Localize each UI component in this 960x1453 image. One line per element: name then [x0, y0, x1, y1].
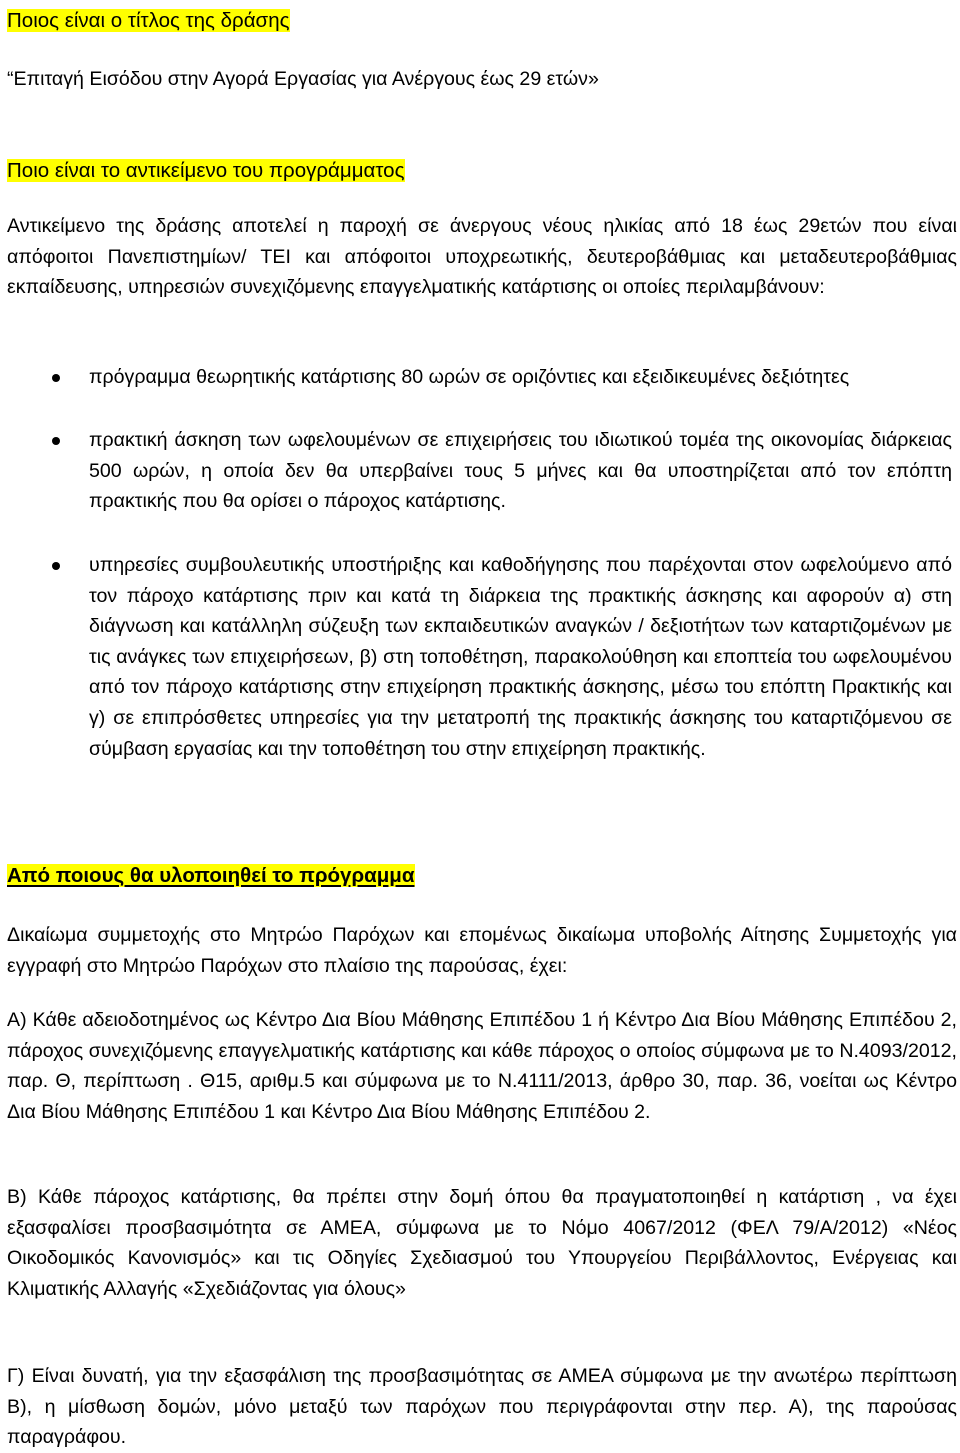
list-item-text: πρακτική άσκηση των ωφελουμένων σε επιχειρήσεις του ιδιωτικού τομέα της οικονομίας διάρκειας 500 ωρών, η οποία δεν θα υπερβαίνει τους 5 μήνες και θα υποστηρίζεται από τον επόπτη πρακτικής που θα ορίσει ο πάροχος κατάρτισης. [89, 429, 952, 513]
heading-implementers-text: Από ποιους θα υλοποιηθεί το πρόγραμμα [7, 864, 415, 887]
heading-program-object [7, 157, 405, 185]
bullet-icon [52, 562, 60, 570]
list-item-text: πρόγραμμα θεωρητικής κατάρτισης 80 ωρών σε οριζόντιες και εξειδικευμένες δεξιότητες [89, 366, 850, 388]
list-item-text: υπηρεσίες συμβουλευτικής υποστήριξης και καθοδήγησης που παρέχονται στον ωφελούμενο από τον πάροχο κατάρτισης πριν και κατά τη διάρκεια της πρακτικής άσκησης και αφορούν α) στη διάγνωση και κατάλληλη σύζευξη των εκπαιδευτικών αναγκών / δεξιοτήτων των καταρτιζομένων με τις ανάγκες των επιχειρήσεων, β) στη τοποθέτηση, παρακολούθηση και εποπτεία του ωφελουμένου από τον πάροχο κατάρτισης στην επιχείρηση πρακτικής άσκησης, μέσω του επόπτη Πρακτικής και γ) σε επιπρόσθετες υπηρεσίες για την μετατροπή της πρακτικής άσκησης του καταρτιζόμενου σε σύμβαση εργασίας και την τοποθέτηση του στην επιχείρηση πρακτικής. [89, 554, 952, 760]
bullet-icon [52, 437, 60, 445]
heading-implementers [7, 862, 415, 890]
heading-action-title [7, 7, 290, 35]
heading-program-object-text: Ποιο είναι το αντικείμενο του προγράμματος [7, 159, 405, 182]
paragraph-c: Γ) Είναι δυνατή, για την εξασφάλιση της προσβασιμότητας σε ΑΜΕΑ σύμφωνα με την ανωτέρω περίπτωση Β), η μίσθωση δομών, μόνο μεταξύ των παρόχων που περιγράφονται στην περ. Α), της παρούσας παραγράφου. [7, 1365, 957, 1449]
bullet-icon [52, 374, 60, 382]
paragraph-b: Β) Κάθε πάροχος κατάρτισης, θα πρέπει στην δομή όπου θα πραγματοποιηθεί η κατάρτιση , να έχει εξασφαλίσει προσβασιμότητα σε ΑΜΕΑ, σύμφωνα με το Νόμο 4067/2012 (ΦΕΛ 79/Α/2012) «Νέος Οικοδομικός Κανονισμός» και τις Οδηγίες Σχεδιασμού του Υπουργείου Περιβάλλοντος, Ενέργειας και Κλιματικής Αλλαγής «Σχεδιάζοντας για όλους» [7, 1186, 957, 1300]
paragraph-a: Α) Κάθε αδειοδοτημένος ως Κέντρο Δια Βίου Μάθησης Επιπέδου 1 ή Κέντρο Δια Βίου Μάθησης Επιπέδου 2, πάροχος συνεχιζόμενης επαγγελματικής κατάρτισης και κάθε πάροχος ο οποίος σύμφωνα με το Ν.4093/2012, παρ. Θ, περίπτωση . Θ15, αριθμ.5 και σύμφωνα με το Ν.4111/2013, άρθρο 30, παρ. 36, νοείται ως Κέντρο Δια Βίου Μάθησης Επιπέδου 1 και Κέντρο Δια Βίου Μάθησης Επιπέδου 2. [7, 1009, 957, 1123]
heading-action-title-text: Ποιος είναι ο τίτλος της δράσης [7, 9, 290, 32]
program-object-intro: Αντικείμενο της δράσης αποτελεί η παροχή σε άνεργους νέους ηλικίας από 18 έως 29ετών που είναι απόφοιτοι Πανεπιστημίων/ ΤΕΙ και απόφοιτοι υποχρεωτικής, δευτεροβάθμιας και μεταδευτεροβάθμιας εκπαίδευσης, υπηρεσιών συνεχιζόμενης επαγγελματικής κατάρτισης οι οποίες περιλαμβάνουν: [7, 215, 957, 299]
providers-intro: Δικαίωμα συμμετοχής στο Μητρώο Παρόχων και επομένως δικαίωμα υποβολής Αίτησης Συμμετοχής για εγγραφή στο Μητρώο Παρόχων στο πλαίσιο της παρούσας, έχει: [7, 924, 957, 977]
action-title-text: “Επιταγή Εισόδου στην Αγορά Εργασίας για Ανέργους έως 29 ετών» [7, 68, 599, 90]
